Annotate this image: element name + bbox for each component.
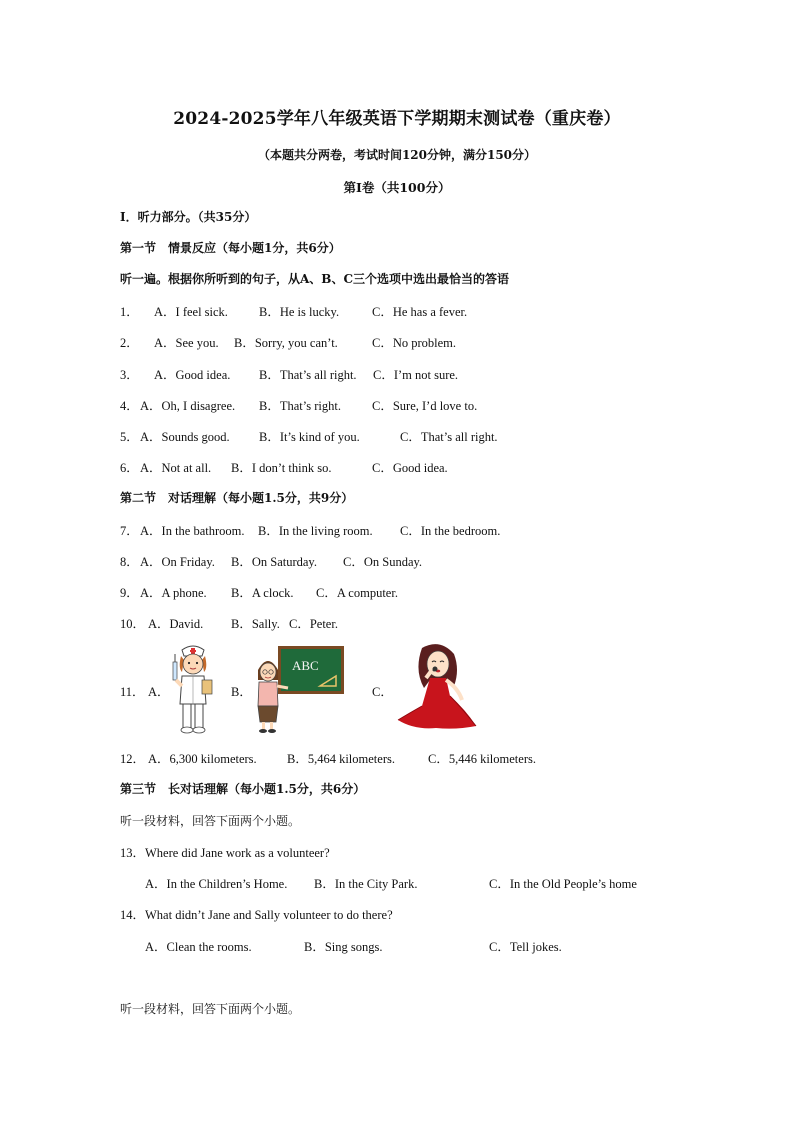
option-c: C．In the bedroom. [400, 524, 501, 538]
section3-intro-2: 听一段材料，回答下面两个小题。 [120, 1002, 301, 1016]
option-b: B．Sorry, you can’t. [234, 336, 338, 350]
teacher-picture [254, 644, 346, 734]
option-c: C．I’m not sure. [373, 368, 459, 382]
section3-heading: 第三节 长对话理解（每小题1.5分，共6分） [120, 782, 366, 796]
question-number: 9． [120, 586, 139, 600]
option-c: C．Peter. [289, 617, 338, 631]
part-heading: 第Ⅰ卷（共100分） [343, 180, 451, 195]
option-b: B．On Saturday. [231, 555, 317, 569]
option-a: A．Good idea. [154, 368, 231, 382]
option-c: C．No problem. [372, 336, 457, 350]
option-a: A．Clean the rooms. [145, 940, 252, 954]
option-c: C．5,446 kilometers. [428, 752, 536, 766]
question-number: 10． [120, 617, 146, 631]
option-c: C．He has a fever. [372, 305, 468, 319]
option-b: B．He is lucky. [259, 305, 340, 319]
question-number: 7． [120, 524, 139, 538]
option-a: A．Oh, I disagree. [140, 399, 236, 413]
option-c: C．Sure, I’d love to. [372, 399, 478, 413]
option-a: A．See you. [154, 336, 219, 350]
option-b: B．A clock. [231, 586, 294, 600]
question-number: 1． [120, 305, 139, 319]
question-13-text: 13．Where did Jane work as a volunteer? [120, 846, 330, 860]
question-number: 11． [120, 685, 145, 699]
singer-picture [396, 640, 478, 734]
question-number: 6． [120, 461, 139, 475]
option-b: B．Sing songs. [304, 940, 383, 954]
option-b: B．That’s all right. [259, 368, 357, 382]
section2-heading: 第二节 对话理解（每小题1.5分，共9分） [120, 491, 354, 505]
option-c: C．That’s all right. [400, 430, 498, 444]
exam-title: 2024-2025学年八年级英语下学期期末测试卷（重庆卷） [173, 109, 621, 129]
option-a: A．6,300 kilometers. [148, 752, 257, 766]
option-b: B．In the living room. [258, 524, 373, 538]
question-number: 12． [120, 752, 146, 766]
option-b: B． [231, 685, 252, 699]
board-text: ABC [292, 658, 319, 673]
question-number: 2． [120, 336, 139, 350]
option-b: B．Sally. [231, 617, 280, 631]
question-14-text: 14．What didn’t Jane and Sally volunteer to do there? [120, 908, 393, 922]
option-a: A．Not at all. [140, 461, 212, 475]
option-a: A．I feel sick. [154, 305, 228, 319]
option-b: B．That’s right. [259, 399, 341, 413]
question-number: 5． [120, 430, 139, 444]
option-a: A．A phone. [140, 586, 207, 600]
listening-section-heading: Ⅰ．听力部分。（共35分） [120, 210, 257, 224]
question-number: 3． [120, 368, 139, 382]
option-b: B．In the City Park. [314, 877, 418, 891]
nurse-picture [168, 642, 218, 734]
option-c: C．In the Old People’s home [489, 877, 637, 891]
exam-subtitle: （本题共分两卷，考试时间120分钟，满分150分） [257, 148, 537, 162]
option-a: A．In the bathroom. [140, 524, 245, 538]
section1-heading: 第一节 情景反应（每小题1分，共6分） [120, 241, 341, 255]
option-c: C．On Sunday. [343, 555, 423, 569]
question-number: 8． [120, 555, 139, 569]
option-b: B．I don’t think so. [231, 461, 332, 475]
option-a: A．In the Children’s Home. [145, 877, 288, 891]
option-c: C．Good idea. [372, 461, 448, 475]
section3-intro-1: 听一段材料，回答下面两个小题。 [120, 814, 301, 828]
option-c: C． [372, 685, 393, 699]
question-number: 4． [120, 399, 139, 413]
option-c: C．A computer. [316, 586, 398, 600]
section1-instruction: 听一遍。根据你所听到的句子，从A、B、C三个选项中选出最恰当的答语 [120, 272, 510, 286]
option-a: A．David. [148, 617, 204, 631]
option-c: C．Tell jokes. [489, 940, 562, 954]
option-a: A．On Friday. [140, 555, 215, 569]
option-a: A． [148, 685, 170, 699]
option-a: A．Sounds good. [140, 430, 230, 444]
option-b: B．5,464 kilometers. [287, 752, 395, 766]
option-b: B．It’s kind of you. [259, 430, 360, 444]
